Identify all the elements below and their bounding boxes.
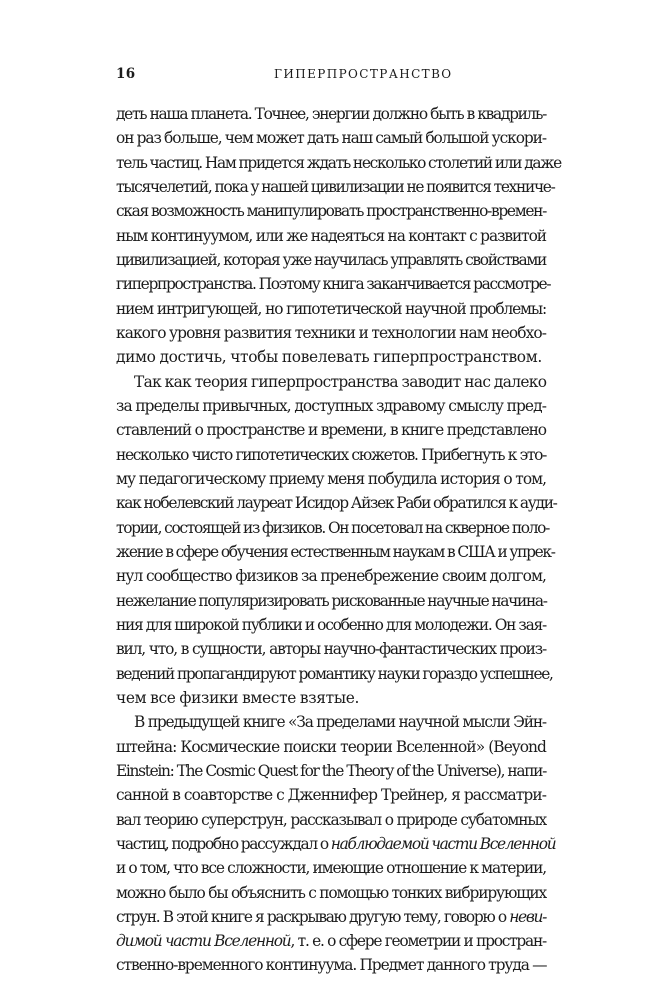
text-line: за пределы привычных, доступных здравому смыслу пред- <box>116 396 546 415</box>
text-line: Einstein: The Cosmic Quest for the Theory of the Universe), напи- <box>116 761 546 780</box>
text-line: В предыдущей книге «За пределами научной мысли Эйн- <box>134 713 546 732</box>
text-line: нул сообщество физиков за пренебрежение своим долгом, <box>116 567 546 586</box>
text-line: тысячелетий, пока у нашей цивилизации не появится техниче- <box>116 177 555 196</box>
text-segment: частиц, подробно рассуждал о <box>116 834 331 853</box>
body-text <box>116 102 561 978</box>
text-line: ставлений о пространстве и времени, в книге представлено <box>116 421 546 440</box>
text-segment: , т. е. о сфере геометрии и простран- <box>290 932 546 951</box>
text-line: он раз больше, чем может дать наш самый большой ускори- <box>116 129 546 148</box>
text-line: гиперпространства. Поэтому книга заканчивается рассмотре- <box>116 275 551 294</box>
text-line: деть наша планета. Точнее, энергии должно быть в квадриль- <box>116 105 546 123</box>
text-line: му педагогическому приему меня побудила история о том, <box>116 469 546 488</box>
text-segment: струн. В этой книге я раскрываю другую тему, говорю о <box>116 907 510 926</box>
italic-term: димой части Вселенной <box>116 932 291 951</box>
text-line <box>116 832 556 856</box>
text-line: ственно-временного континуума. Предмет данного труда — <box>116 956 547 975</box>
text-line <box>116 929 546 953</box>
text-line: как нобелевский лауреат Исидор Айзек Раби обратился к ауди- <box>116 494 557 513</box>
text-line: ведений пропагандируют романтику науки гораздо успешнее, <box>116 664 553 683</box>
text-line <box>116 905 546 929</box>
text-line: нежелание популяризировать рискованные научные начина- <box>116 591 547 610</box>
text-line: вил, что, в сущности, авторы научно-фантастических произ- <box>116 640 546 659</box>
text-line: ным континуумом, или же надеяться на контакт с развитой <box>116 226 546 245</box>
text-line: тории, состоящей из физиков. Он посетовал на скверное поло- <box>116 518 550 537</box>
text-line: ния для широкой публики и особенно для молодежи. Он зая- <box>116 615 546 634</box>
text-line: нием интригующей, но гипотетической научной проблемы: <box>116 299 546 318</box>
text-line: какого уровня развития техники и технологии нам необхо- <box>116 323 546 342</box>
text-line: вал теорию суперструн, рассказывал о природе субатомных <box>116 810 546 829</box>
page-number: 16 <box>116 66 136 82</box>
text-line: жение в сфере обучения естественным наукам в США и упрек- <box>116 542 555 561</box>
text-line: и о том, что все сложности, имеющие отношение к материи, <box>116 859 546 878</box>
text-line: тель частиц. Нам придется ждать несколько столетий или даже <box>116 153 561 172</box>
paragraph-3 <box>116 710 556 978</box>
book-title: ГИПЕРПРОСТРАНСТВО <box>274 67 453 81</box>
italic-term: неви- <box>509 907 546 926</box>
text-line: санной в соавторстве с Дженнифер Трейнер, я рассматри- <box>116 786 546 805</box>
paragraph-2 <box>116 370 557 711</box>
running-head <box>116 66 546 86</box>
text-line: димо достичь, чтобы повелевать гиперпространством. <box>116 348 542 367</box>
paragraph-1 <box>116 102 561 370</box>
text-line: штейна: Космические поиски теории Вселенной» (Beyond <box>116 737 546 756</box>
text-line: ская возможность манипулировать пространственно-времен- <box>116 202 546 221</box>
italic-term: наблюдаемой части Вселенной <box>330 834 556 853</box>
text-line: несколько чисто гипотетических сюжетов. Прибегнуть к это- <box>116 445 546 464</box>
text-line: цивилизацией, которая уже научилась управлять свойствами <box>116 250 546 269</box>
text-line: можно было бы объяснить с помощью тонких вибрирующих <box>116 883 546 902</box>
text-line: Так как теория гиперпространства заводит нас далеко <box>134 372 547 391</box>
text-line: чем все физики вместе взятые. <box>116 688 360 707</box>
